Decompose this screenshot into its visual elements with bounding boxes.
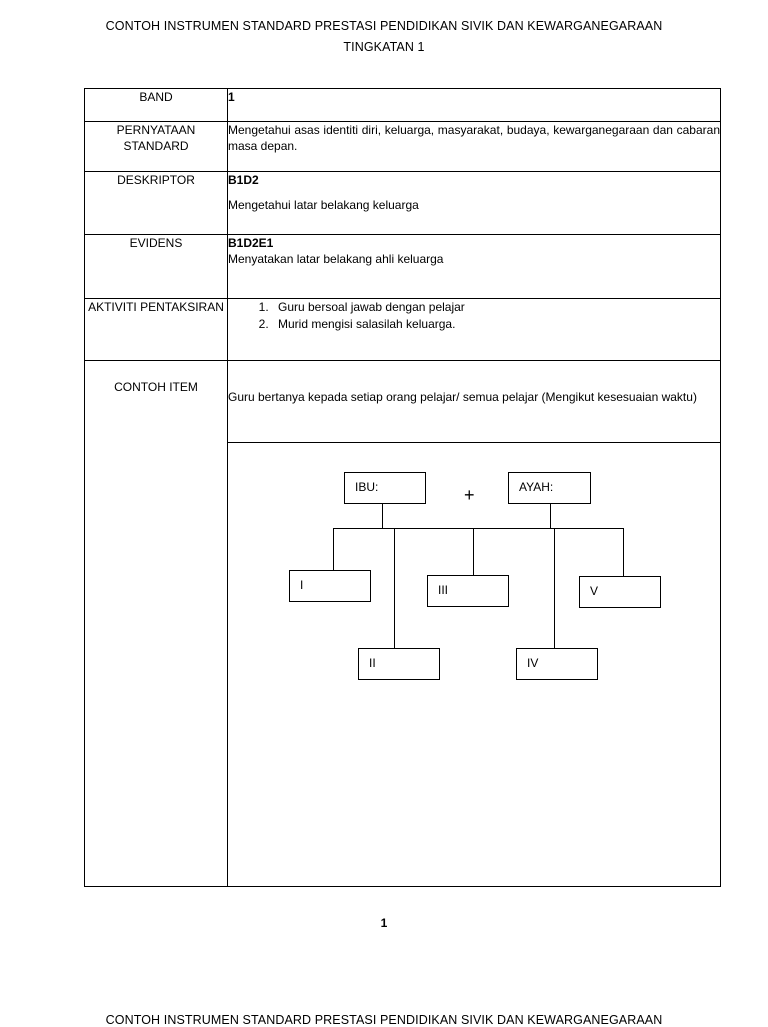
child-ii-connector <box>394 528 395 648</box>
row-contoh <box>85 361 721 443</box>
mother-connector <box>382 504 383 528</box>
band-value: 1 <box>228 89 721 122</box>
document-subtitle: TINGKATAN 1 <box>343 40 425 54</box>
aktiviti-item: 2. Murid mengisi salasilah keluarga. <box>272 316 720 333</box>
row-band <box>85 89 721 122</box>
father-box: AYAH: <box>508 472 591 504</box>
plus-sign: + <box>464 485 475 505</box>
standard-table <box>84 88 721 887</box>
evidens-code: B1D2E1 <box>228 236 274 250</box>
child-iii-box: III <box>427 575 509 607</box>
child-v-box: V <box>579 576 661 608</box>
sibling-line <box>333 528 624 529</box>
row-aktiviti <box>85 299 721 361</box>
row-deskriptor <box>85 172 721 235</box>
child-iii-connector <box>473 528 474 576</box>
child-iv-box: IV <box>516 648 598 680</box>
evidens-value: Menyatakan latar belakang ahli keluarga <box>228 252 444 266</box>
mother-box: IBU: <box>344 472 426 504</box>
aktiviti-item: 1. Guru bersoal jawab dengan pelajar <box>272 299 720 316</box>
aktiviti-label: AKTIVITI PENTAKSIRAN <box>85 299 228 361</box>
row-pernyataan <box>85 122 721 172</box>
contoh-value: Guru bertanya kepada setiap orang pelajar/ semua pelajar (Mengikut kesesuaian waktu) <box>228 361 721 443</box>
family-tree-diagram <box>228 443 721 885</box>
child-ii-box: II <box>358 648 440 680</box>
row-evidens <box>85 235 721 299</box>
deskriptor-cell <box>228 172 721 235</box>
document-title: CONTOH INSTRUMEN STANDARD PRESTASI PENDIDIKAN SIVIK DAN KEWARGANEGARAAN <box>105 19 663 33</box>
next-page-header: CONTOH INSTRUMEN STANDARD PRESTASI PENDIDIKAN SIVIK DAN KEWARGANEGARAAN <box>105 1013 663 1027</box>
deskriptor-value: Mengetahui latar belakang keluarga <box>228 198 419 212</box>
child-i-connector <box>333 528 334 571</box>
child-v-connector <box>623 528 624 576</box>
pernyataan-value: Mengetahui asas identiti diri, keluarga, masyarakat, budaya, kewarganegaraan dan cabaran masa depan. <box>228 122 721 172</box>
band-label: BAND <box>85 89 228 122</box>
father-connector <box>550 504 551 528</box>
aktiviti-cell <box>228 299 721 361</box>
page-number: 1 <box>380 916 388 930</box>
child-iv-connector <box>554 528 555 648</box>
deskriptor-label: DESKRIPTOR <box>85 172 228 235</box>
aktiviti-list <box>228 299 720 333</box>
evidens-label: EVIDENS <box>85 235 228 299</box>
diagram-cell <box>228 443 721 887</box>
child-i-box: I <box>289 570 371 602</box>
contoh-label: CONTOH ITEM <box>85 361 228 887</box>
pernyataan-label: PERNYATAAN STANDARD <box>85 122 228 172</box>
deskriptor-code: B1D2 <box>228 173 259 187</box>
evidens-cell <box>228 235 721 299</box>
